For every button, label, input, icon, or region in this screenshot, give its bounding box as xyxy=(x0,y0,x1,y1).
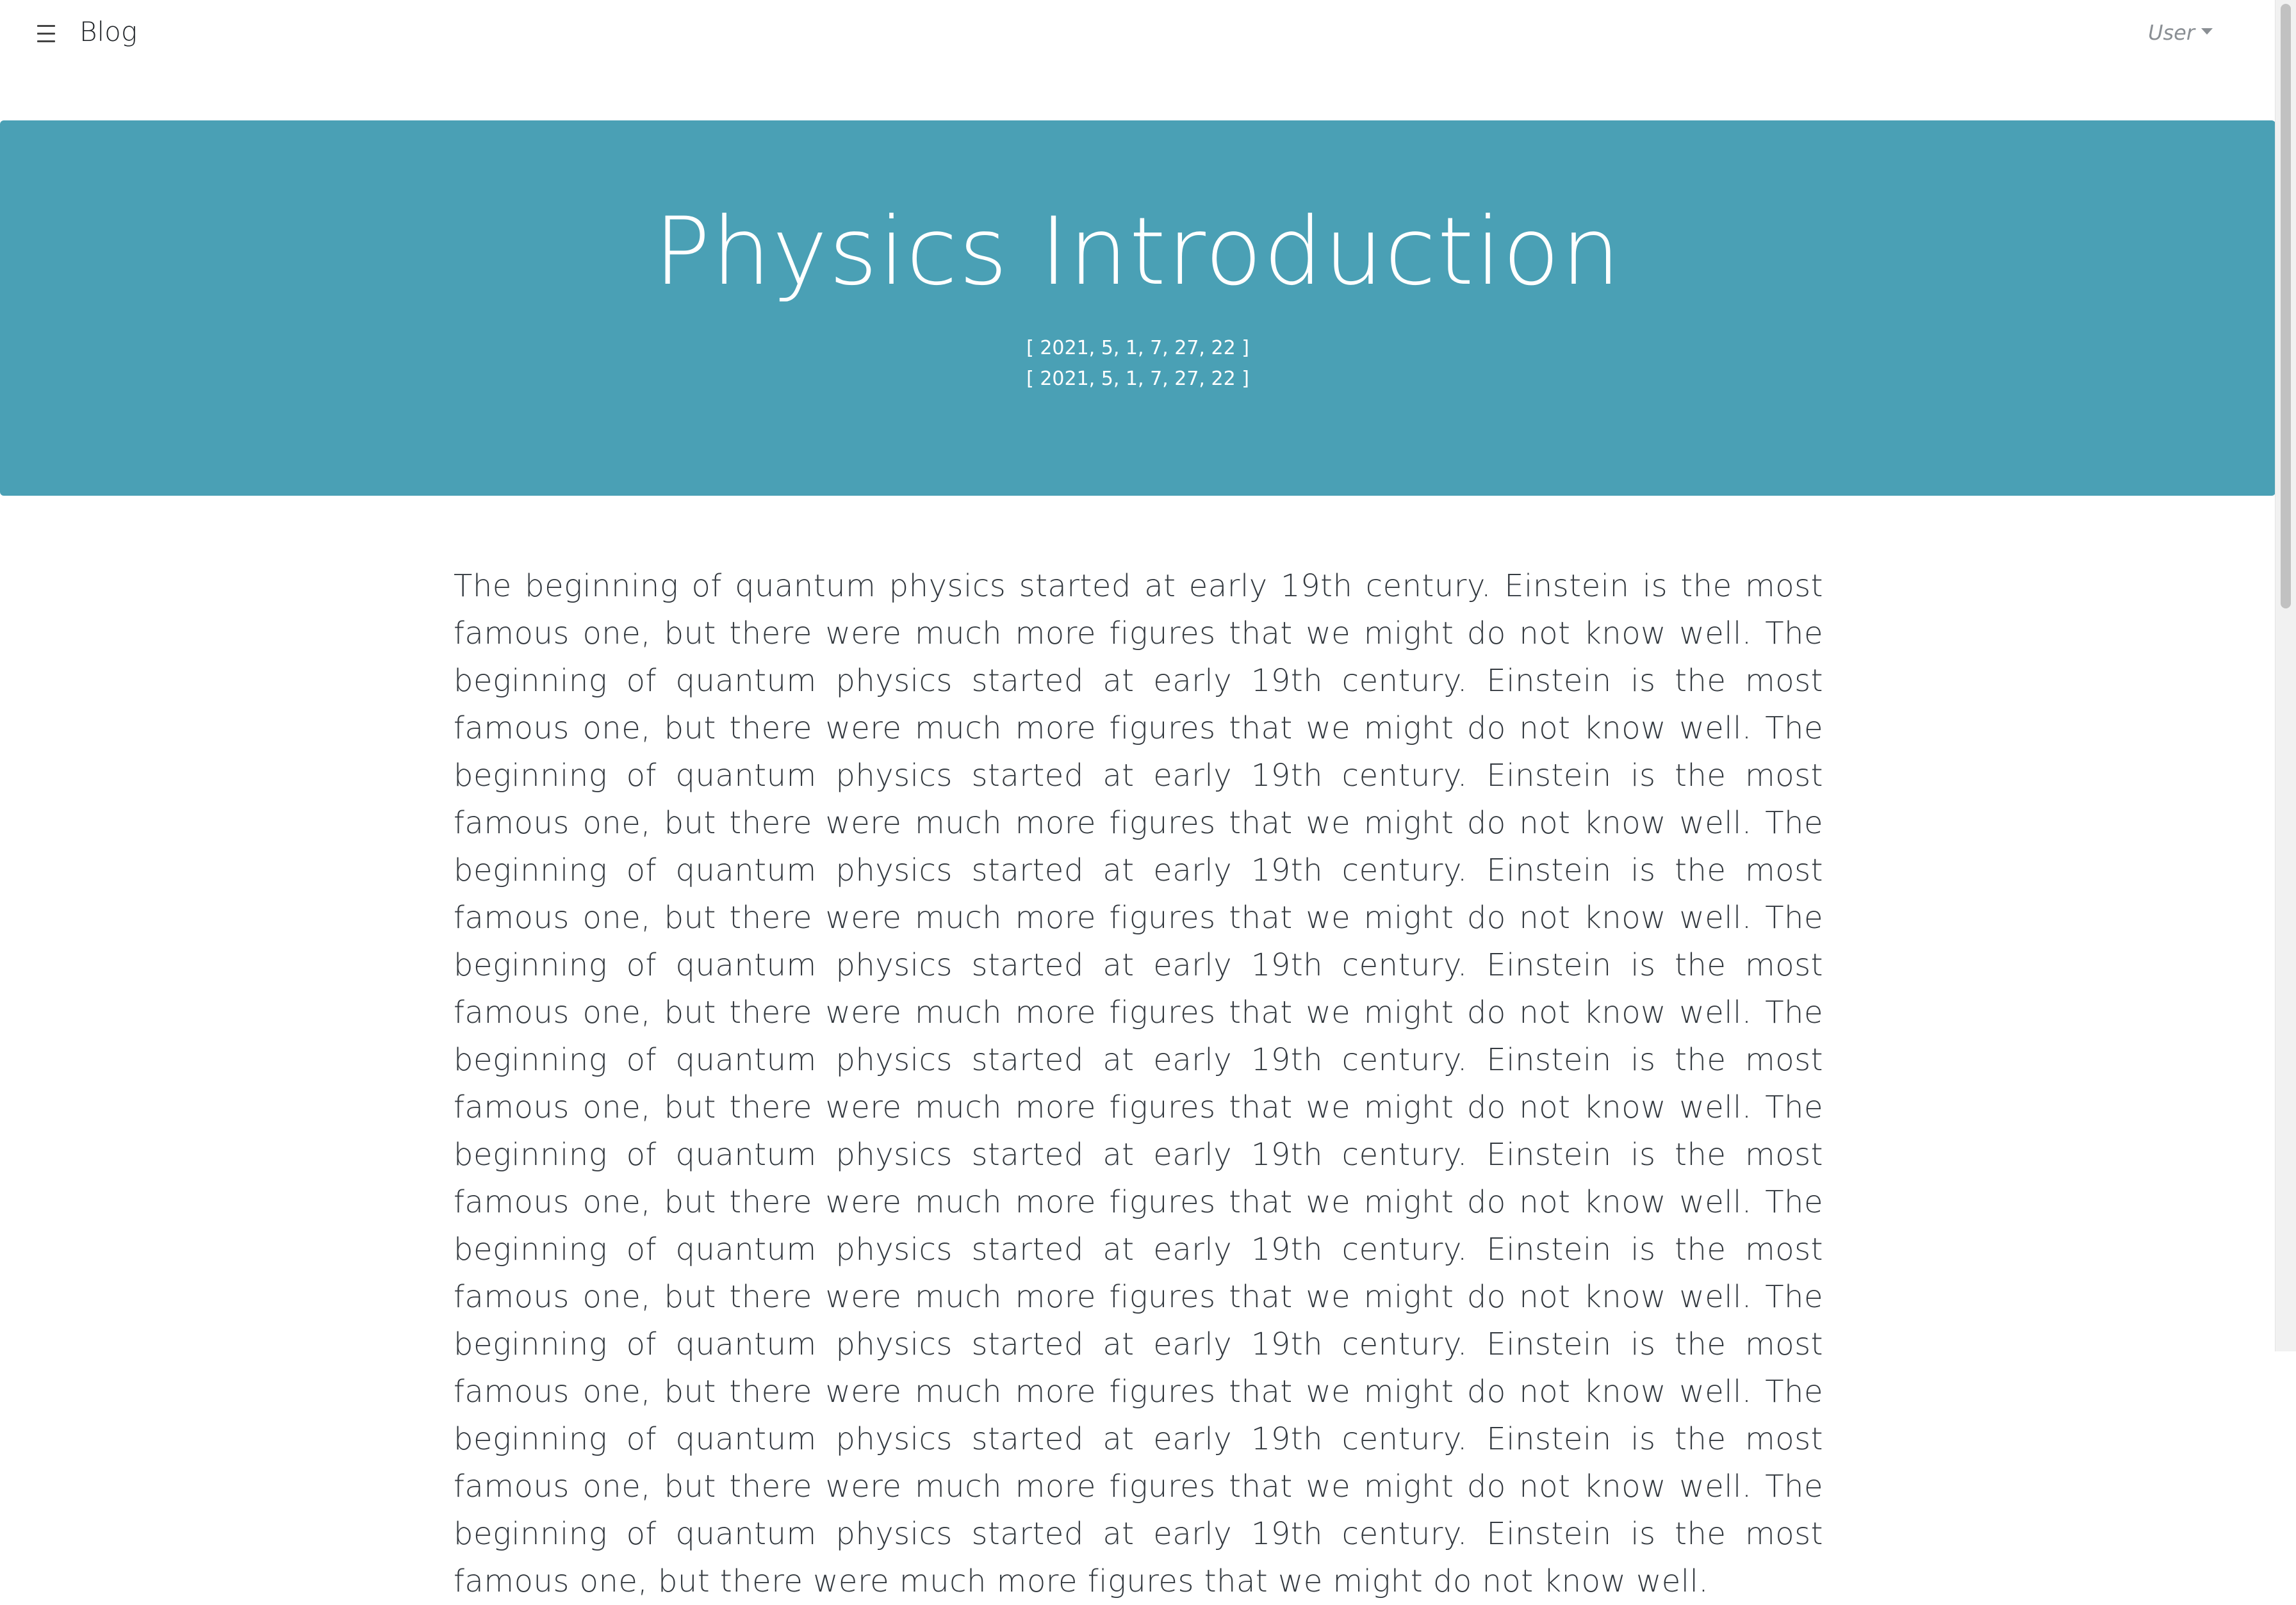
post-title: Physics Introduction xyxy=(653,197,1622,306)
top-navbar xyxy=(0,0,2274,64)
post-updated-date: [ 2021, 5, 1, 7, 27, 22 ] xyxy=(1026,368,1249,390)
scrollbar-thumb[interactable] xyxy=(2281,4,2291,608)
page-scrollbar[interactable] xyxy=(2275,0,2296,1351)
hamburger-menu-icon[interactable] xyxy=(37,19,63,47)
menu-icon-line xyxy=(37,40,55,42)
user-dropdown-toggle[interactable] xyxy=(2148,18,2213,47)
post-created-date: [ 2021, 5, 1, 7, 27, 22 ] xyxy=(1026,337,1249,359)
user-menu-label: User xyxy=(2148,20,2195,45)
menu-icon-line xyxy=(37,33,55,35)
menu-icon-line xyxy=(37,25,55,27)
caret-down-icon xyxy=(2201,28,2213,35)
post-dates xyxy=(0,333,2276,395)
brand-link[interactable]: Blog xyxy=(79,16,138,47)
post-body: The beginning of quantum physics started at early 19th century. Einstein is the most famous one, but there were much more figures that we might do not know well. The beginning of quantum physics started at early 19th century. Einstein is the most famous one, but there were much more figures that we might do not know well. The beginning of quantum physics started at early 19th century. Einstein is the most famous one, but there were much more figures that we might do not know well. The beginning of quantum physics started at early 19th century. Einstein is the most famous one, but there were much more figures that we might do not know well. The beginning of quantum physics started at early 19th century. Einstein is the most famous one, but there were much more figures that we might do not know well. The beginning of quantum physics started at early 19th century. Einstein is the most famous one, but there were much more figures that we might do not know well. The beginning of quantum physics started at early 19th century. Einstein is the most famous one, but there were much more figures that we might do not know well. The beginning of quantum physics started at early 19th century. Einstein is the most famous one, but there were much more figures that we might do not know well. The beginning of quantum physics started at early 19th century. Einstein is the most famous one, but there were much more figures that we might do not know well. The beginning of quantum physics started at early 19th century. Einstein is the most famous one, but there were much more figures that we might do not know well. The beginning of quantum physics started at early 19th century. Einstein is the most famous one, but there were much more figures that we might do not know well. xyxy=(454,568,1823,1599)
post-header-banner xyxy=(0,120,2276,496)
